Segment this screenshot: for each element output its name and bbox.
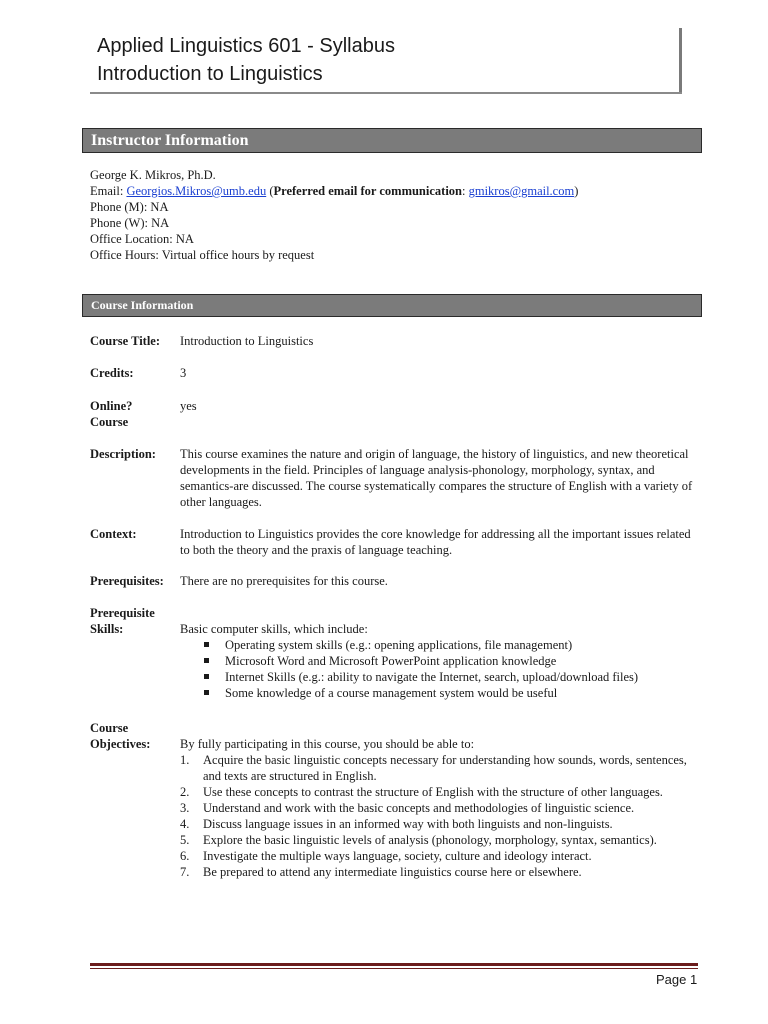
objectives-label: Course Objectives: (90, 721, 151, 751)
course-title-value: Introduction to Linguistics (180, 334, 314, 348)
instructor-section-header: Instructor Information (82, 128, 702, 153)
phone-work: Phone (W): NA (90, 216, 170, 230)
prerequisites-value: There are no prerequisites for this course. (180, 574, 388, 588)
credits-label: Credits: (90, 366, 134, 380)
instructor-email-link[interactable]: Georgios.Mikros@umb.edu (126, 184, 267, 198)
list-item: 7. Be prepared to attend any intermediate linguistics course here or elsewhere. (180, 865, 582, 879)
footer-rule (90, 963, 698, 966)
course-section-header: Course Information (82, 294, 702, 317)
objectives-list (180, 752, 700, 880)
description-label: Description: (90, 447, 156, 461)
list-item: Operating system skills (e.g.: opening applications, file management) (180, 637, 700, 653)
online-value: yes (180, 399, 197, 413)
context-value: Introduction to Linguistics provides the core knowledge for addressing all the important issues related to both the theory and the praxis of language teaching. (180, 527, 691, 557)
context-label: Context: (90, 527, 137, 541)
skills-label: Prerequisite Skills: (90, 606, 155, 636)
document-subtitle: Introduction to Linguistics (97, 63, 323, 85)
phone-mobile: Phone (M): NA (90, 200, 169, 214)
list-item: 5. Explore the basic linguistic levels of analysis (phonology, morphology, syntax, semantics). (180, 833, 657, 847)
list-item: Microsoft Word and Microsoft PowerPoint application knowledge (180, 653, 700, 669)
skills-list (180, 637, 700, 701)
preferred-email-label: Preferred email for communication (273, 184, 462, 198)
course-title-label: Course Title: (90, 334, 161, 348)
description-value: This course examines the nature and origin of language, the history of linguistics, and new theoretical developments in the field. Principles of language analysis-phonology, morphology, syntax, and semantics-are discussed. The course systematically compares the structure of English with a variety of other languages. (180, 447, 693, 509)
preferred-email-link[interactable]: gmikros@gmail.com (468, 184, 575, 198)
footer-rule-thin (90, 968, 698, 969)
list-item: 6. Investigate the multiple ways language, society, culture and ideology interact. (180, 849, 592, 863)
header-horizontal-rule (90, 92, 682, 94)
credits-value: 3 (180, 366, 187, 380)
objectives-content (180, 736, 700, 880)
document-title: Applied Linguistics 601 - Syllabus (97, 35, 395, 57)
list-item: Internet Skills (e.g.: ability to navigate the Internet, search, upload/download files) (180, 669, 700, 685)
instructor-email-line: Email: Georgios.Mikros@umb.edu (Preferred email for communication: gmikros@gmail.com) (90, 184, 579, 198)
prerequisites-label: Prerequisites: (90, 574, 164, 588)
page-number: Page 1 (656, 972, 698, 987)
list-item: 1. Acquire the basic linguistic concepts necessary for understanding how sounds, words, sentences, and texts are structured in English. (180, 753, 687, 783)
list-item: 4. Discuss language issues in an informed way with both linguists and non-linguists. (180, 817, 613, 831)
list-item: Some knowledge of a course management system would be useful (180, 685, 700, 701)
document-header (97, 32, 677, 88)
skills-intro: Basic computer skills, which include: (180, 622, 368, 636)
header-vertical-rule (679, 28, 682, 94)
instructor-info (90, 167, 578, 263)
online-label: Online? Course (90, 399, 133, 429)
list-item: 2. Use these concepts to contrast the structure of English with the structure of other languages. (180, 785, 663, 799)
email-label: Email: (90, 184, 124, 198)
office-hours: Office Hours: Virtual office hours by request (90, 248, 315, 262)
skills-content (180, 621, 700, 701)
list-item: 3. Understand and work with the basic concepts and methodologies of linguistic science. (180, 801, 635, 815)
objectives-intro: By fully participating in this course, you should be able to: (180, 737, 475, 751)
office-location: Office Location: NA (90, 232, 194, 246)
instructor-name: George K. Mikros, Ph.D. (90, 168, 216, 182)
